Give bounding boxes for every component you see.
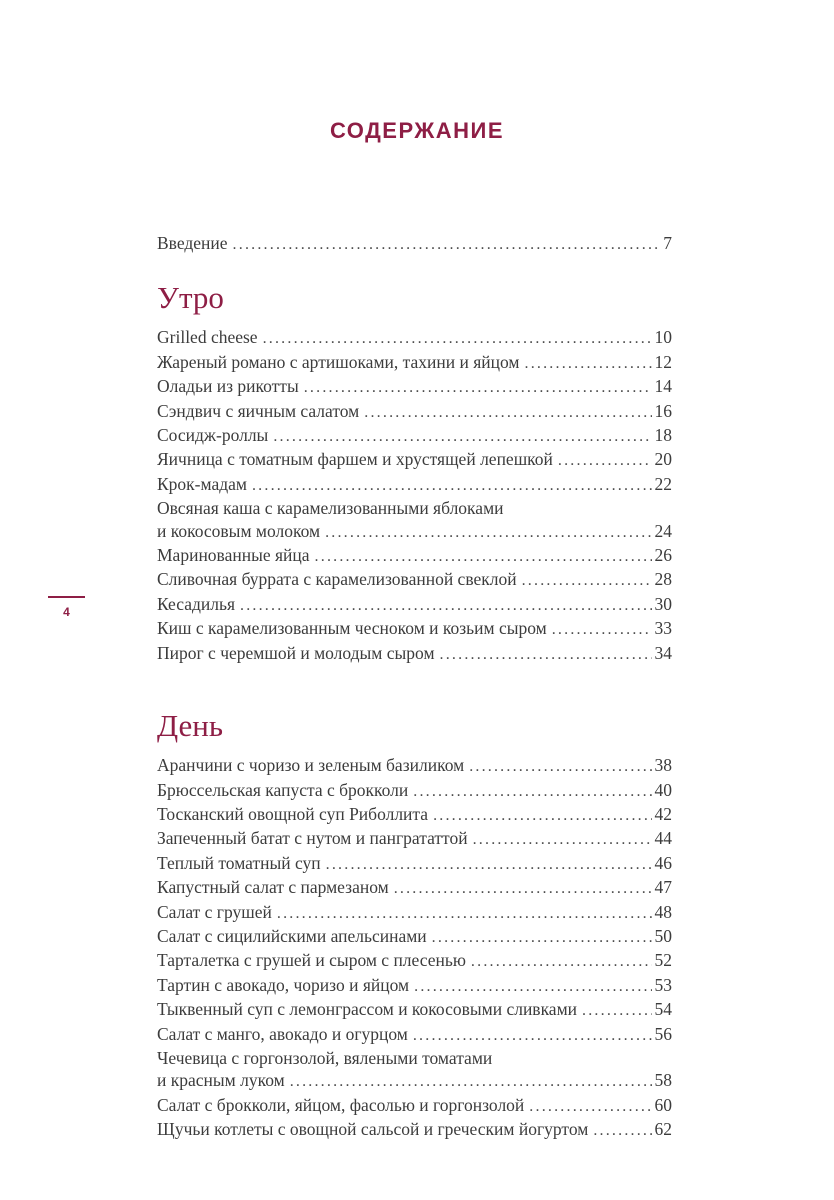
dot-leader xyxy=(413,779,651,803)
toc-entry-introduction xyxy=(157,232,672,256)
entry-title: Сосидж-роллы xyxy=(157,425,269,446)
entry-page: 54 xyxy=(654,999,672,1020)
toc-entry xyxy=(157,974,672,998)
entry-page: 12 xyxy=(654,351,672,372)
toc-entry xyxy=(157,901,672,925)
entry-page: 22 xyxy=(654,473,672,494)
entry-page: 58 xyxy=(654,1070,672,1091)
entry-page: 24 xyxy=(654,520,672,541)
table-of-contents xyxy=(157,232,672,1143)
entry-title: Тарталетка с грушей и сыром с плесенью xyxy=(157,950,466,971)
entry-page: 34 xyxy=(654,642,672,663)
toc-entry xyxy=(157,1069,672,1093)
toc-entry xyxy=(157,617,672,641)
dot-leader xyxy=(471,949,652,973)
section-heading: День xyxy=(157,708,224,744)
dot-leader xyxy=(252,473,652,497)
entry-page: 40 xyxy=(654,779,672,800)
entry-title: Оладьи из рикотты xyxy=(157,376,299,397)
page-number: 4 xyxy=(63,605,70,619)
entry-title: Крок-мадам xyxy=(157,473,247,494)
dot-leader xyxy=(432,925,652,949)
entry-title: Теплый томатный суп xyxy=(157,852,321,873)
section-heading: Утро xyxy=(157,280,224,316)
dot-leader xyxy=(240,593,652,617)
dot-leader xyxy=(473,827,652,851)
entry-page: 38 xyxy=(654,755,672,776)
toc-entry xyxy=(157,852,672,876)
dot-leader xyxy=(469,754,651,778)
dot-leader xyxy=(558,448,652,472)
dot-leader xyxy=(582,998,651,1022)
toc-entry xyxy=(157,568,672,592)
entry-title: Тосканский овощной суп Риболлита xyxy=(157,803,429,824)
toc-entry xyxy=(157,949,672,973)
entry-page: 56 xyxy=(654,1023,672,1044)
toc-sections xyxy=(157,280,672,1142)
toc-entry xyxy=(157,448,672,472)
dot-leader xyxy=(522,568,652,592)
toc-entry xyxy=(157,375,672,399)
section-entries xyxy=(157,326,672,666)
dot-leader xyxy=(304,375,652,399)
entry-title: Капустный салат с пармезаном xyxy=(157,877,389,898)
entry-page: 28 xyxy=(654,569,672,590)
toc-entry xyxy=(157,754,672,778)
entry-title: Сливочная буррата с карамелизованной свеклой xyxy=(157,569,517,590)
dot-leader xyxy=(364,400,651,424)
dot-leader xyxy=(273,424,651,448)
dot-leader xyxy=(414,974,651,998)
page-title: СОДЕРЖАНИЕ xyxy=(329,118,505,143)
toc-entry xyxy=(157,593,672,617)
margin-rule xyxy=(48,596,85,598)
entry-title: и красным луком xyxy=(157,1070,285,1091)
toc-entry xyxy=(157,497,672,519)
dot-leader xyxy=(263,326,652,350)
dot-leader xyxy=(525,351,652,375)
toc-entry xyxy=(157,1094,672,1118)
entry-page: 60 xyxy=(654,1094,672,1115)
entry-page: 46 xyxy=(654,852,672,873)
entry-title: Салат с манго, авокадо и огурцом xyxy=(157,1023,408,1044)
dot-leader xyxy=(529,1094,651,1118)
toc-entry xyxy=(157,779,672,803)
entry-page: 30 xyxy=(654,593,672,614)
dot-leader xyxy=(552,617,652,641)
entry-title: Кесадилья xyxy=(157,593,235,614)
entry-title: Салат с брокколи, яйцом, фасолью и горгонзолой xyxy=(157,1094,525,1115)
toc-entry xyxy=(157,1047,672,1069)
entry-page: 14 xyxy=(654,376,672,397)
entry-title: Grilled cheese xyxy=(157,327,258,348)
entry-page: 47 xyxy=(654,877,672,898)
dot-leader xyxy=(394,876,652,900)
entry-page: 10 xyxy=(654,327,672,348)
entry-title: и кокосовым молоком xyxy=(157,520,321,541)
toc-entry xyxy=(157,351,672,375)
toc-entry xyxy=(157,827,672,851)
section-entries xyxy=(157,754,672,1143)
dot-leader xyxy=(277,901,652,925)
entry-page: 33 xyxy=(654,618,672,639)
entry-title: Маринованные яйца xyxy=(157,545,310,566)
entry-title: Тыквенный суп с лемонграссом и кокосовыми сливками xyxy=(157,999,578,1020)
dot-leader xyxy=(433,803,651,827)
dot-leader xyxy=(325,520,651,544)
entry-title: Салат с сицилийскими апельсинами xyxy=(157,925,427,946)
entry-page: 48 xyxy=(654,901,672,922)
dot-leader xyxy=(593,1118,651,1142)
entry-page: 26 xyxy=(654,545,672,566)
entry-title: Жареный романо с артишоками, тахини и яйцом xyxy=(157,351,520,372)
entry-title: Салат с грушей xyxy=(157,901,272,922)
entry-page: 62 xyxy=(654,1119,672,1140)
toc-entry xyxy=(157,520,672,544)
toc-entry xyxy=(157,998,672,1022)
toc-entry xyxy=(157,642,672,666)
entry-page: 7 xyxy=(663,233,672,253)
toc-entry xyxy=(157,400,672,424)
toc-entry xyxy=(157,1118,672,1142)
toc-entry xyxy=(157,803,672,827)
toc-entry xyxy=(157,473,672,497)
entry-title: Введение xyxy=(157,233,228,253)
entry-page: 53 xyxy=(654,974,672,995)
entry-page: 18 xyxy=(654,425,672,446)
dot-leader xyxy=(290,1069,652,1093)
entry-title: Овсяная каша с карамелизованными яблоками xyxy=(157,498,504,519)
entry-title: Пирог с черемшой и молодым сыром xyxy=(157,642,435,663)
entry-page: 20 xyxy=(654,449,672,470)
entry-title: Яичница с томатным фаршем и хрустящей лепешкой xyxy=(157,449,553,470)
entry-page: 16 xyxy=(654,400,672,421)
dot-leader xyxy=(233,232,661,256)
toc-entry xyxy=(157,1023,672,1047)
entry-title: Запеченный батат с нутом и пангрататтой xyxy=(157,828,468,849)
dot-leader xyxy=(315,544,652,568)
entry-title: Сэндвич с яичным салатом xyxy=(157,400,360,421)
toc-entry xyxy=(157,424,672,448)
entry-page: 44 xyxy=(654,828,672,849)
entry-page: 50 xyxy=(654,925,672,946)
toc-entry xyxy=(157,544,672,568)
entry-title: Аранчини с чоризо и зеленым базиликом xyxy=(157,755,465,776)
entry-title: Чечевица с горгонзолой, вялеными томатами xyxy=(157,1047,493,1068)
entry-page: 42 xyxy=(654,803,672,824)
toc-entry xyxy=(157,925,672,949)
dot-leader xyxy=(440,642,652,666)
dot-leader xyxy=(413,1023,652,1047)
toc-entry xyxy=(157,326,672,350)
entry-title: Брюссельская капуста с брокколи xyxy=(157,779,409,800)
entry-title: Тартин с авокадо, чоризо и яйцом xyxy=(157,974,410,995)
entry-title: Щучьи котлеты с овощной сальсой и греческим йогуртом xyxy=(157,1119,589,1140)
entry-page: 52 xyxy=(654,950,672,971)
dot-leader xyxy=(326,852,652,876)
entry-title: Киш с карамелизованным чесноком и козьим сыром xyxy=(157,618,547,639)
margin-page-marker xyxy=(48,596,85,619)
toc-entry xyxy=(157,876,672,900)
